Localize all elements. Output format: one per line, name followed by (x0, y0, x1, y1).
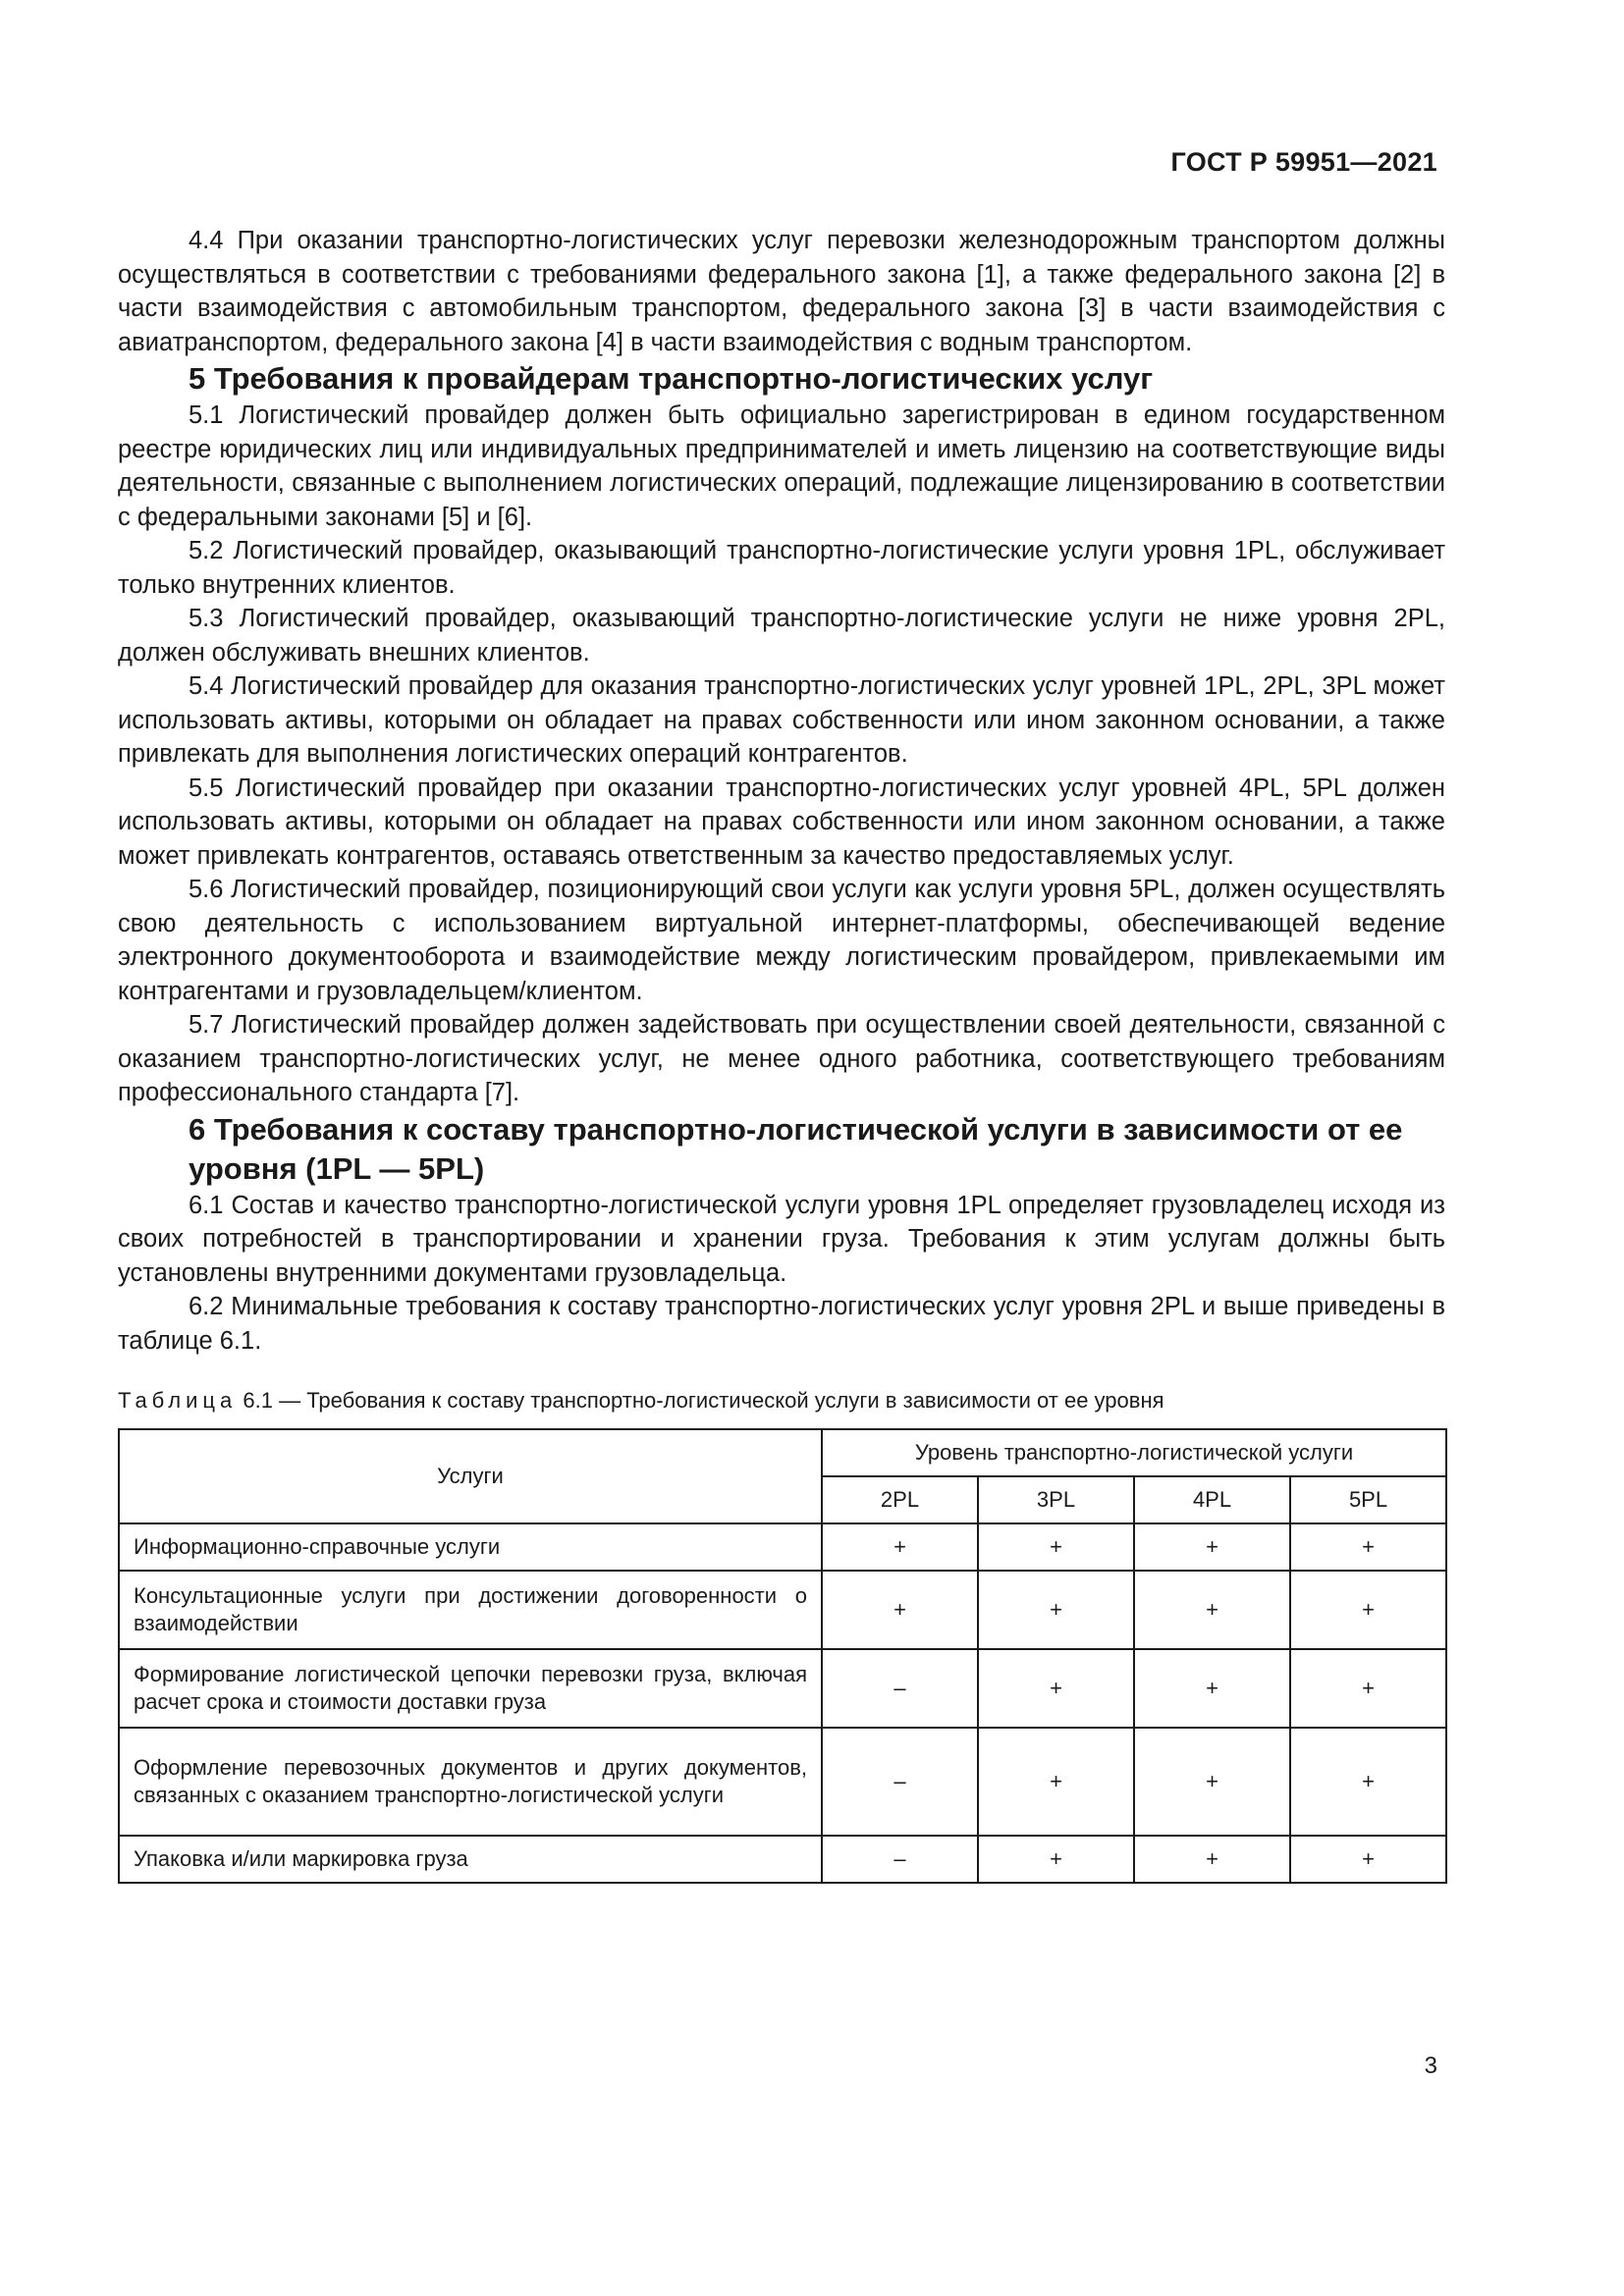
level-mark-cell: + (1134, 1571, 1290, 1649)
level-mark-cell: + (1290, 1523, 1446, 1571)
level-mark-cell: + (1290, 1728, 1446, 1836)
service-cell: Упаковка и/или маркировка груза (119, 1836, 822, 1883)
column-header-level: 4PL (1134, 1476, 1290, 1523)
table-caption-text: 6.1 — Требования к составу транспортно-логистической услуги в зависимости от ее уровня (243, 1388, 1164, 1413)
paragraph-6-2: 6.2 Минимальные требования к составу транспортно-логистических услуг уровня 2PL и выше приведены в таблице 6.1. (118, 1293, 1445, 1355)
paragraph-4-4: 4.4 При оказании транспортно-логистических услуг перевозки железнодорожным транспортом должны осуществляться в соответствии с требованиями федерального закона [1], а также федерального закона [2] в части взаимодействия с автомобильным транспортом, федерального закона [3] в части взаимодействия с авиатранспортом, федерального закона [4] в части взаимодействия с водным транспортом. (118, 227, 1445, 356)
level-mark-cell: + (1290, 1571, 1446, 1649)
table-row (119, 1649, 1446, 1728)
page-number: 3 (1424, 2053, 1437, 2079)
level-mark-cell: + (978, 1836, 1134, 1883)
level-mark-cell: + (822, 1571, 978, 1649)
table-caption-label: Таблица (118, 1388, 238, 1413)
page-content (118, 224, 1445, 1884)
section-5-heading: 5 Требования к провайдерам транспортно-логистических услуг (189, 361, 1154, 396)
requirements-table (118, 1428, 1447, 1884)
paragraph-5-6: 5.6 Логистический провайдер, позиционирующий свои услуги как услуги уровня 5PL, должен осуществлять свою деятельность с использованием виртуальной интернет-платформы, обеспечивающей ведение электронного документооборота и взаимодействие между логистическим провайдером, привлекаемыми им контрагентами и грузовладельцем/клиентом. (118, 876, 1445, 1005)
level-mark-cell: + (978, 1649, 1134, 1728)
level-mark-cell: + (822, 1523, 978, 1571)
table-row (119, 1523, 1446, 1571)
level-mark-cell: – (822, 1836, 978, 1883)
level-mark-cell: + (1134, 1836, 1290, 1883)
paragraph-5-2: 5.2 Логистический провайдер, оказывающий транспортно-логистические услуги уровня 1PL, обслуживает только внутренних клиентов. (118, 537, 1445, 599)
paragraph-6-1: 6.1 Состав и качество транспортно-логистической услуги уровня 1PL определяет грузовладелец исходя из своих потребностей в транспортировании и хранении груза. Требования к этим услугам должны быть установлены внутренними документами грузовладельца. (118, 1191, 1445, 1287)
level-mark-cell: + (978, 1571, 1134, 1649)
column-header-services: Услуги (119, 1429, 822, 1523)
level-mark-cell: + (978, 1523, 1134, 1571)
column-header-level: 2PL (822, 1476, 978, 1523)
level-mark-cell: + (978, 1728, 1134, 1836)
table-caption (118, 1387, 1445, 1415)
service-cell: Консультационные услуги при достижении договоренности о взаимодействии (119, 1571, 822, 1649)
level-mark-cell: + (1290, 1649, 1446, 1728)
service-cell: Оформление перевозочных документов и других документов, связанных с оказанием транспортно-логистической услуги (119, 1728, 822, 1836)
standard-code-header: ГОСТ Р 59951—2021 (1170, 147, 1437, 177)
paragraph-5-4: 5.4 Логистический провайдер для оказания транспортно-логистических услуг уровней 1PL, 2PL, 3PL может использовать активы, которыми он обладает на правах собственности или ином законном основании, а также привлекать для выполнения логистических операций контрагентов. (118, 672, 1445, 768)
column-header-level: 3PL (978, 1476, 1134, 1523)
paragraph-5-7: 5.7 Логистический провайдер должен задействовать при осуществлении своей деятельности, связанной с оказанием транспортно-логистических услуг, не менее одного работника, соответствующего требованиям профессионального стандарта [7]. (118, 1011, 1445, 1106)
level-mark-cell: – (822, 1728, 978, 1836)
section-6-heading: 6 Требования к составу транспортно-логистической услуги в зависимости от ее уровня (1PL — 5PL) (189, 1111, 1403, 1186)
service-cell: Информационно-справочные услуги (119, 1523, 822, 1571)
table-row (119, 1571, 1446, 1649)
table-header-row-1 (119, 1429, 1446, 1476)
level-mark-cell: – (822, 1649, 978, 1728)
level-mark-cell: + (1134, 1728, 1290, 1836)
paragraph-5-3: 5.3 Логистический провайдер, оказывающий транспортно-логистические услуги не ниже уровня 2PL, должен обслуживать внешних клиентов. (118, 605, 1445, 667)
column-header-level-group: Уровень транспортно-логистической услуги (822, 1429, 1446, 1476)
service-cell: Формирование логистической цепочки перевозки груза, включая расчет срока и стоимости доставки груза (119, 1649, 822, 1728)
level-mark-cell: + (1290, 1836, 1446, 1883)
paragraph-5-5: 5.5 Логистический провайдер при оказании транспортно-логистических услуг уровней 4PL, 5PL должен использовать активы, которыми он обладает на правах собственности или ином законном основании, а также может привлекать контрагентов, оставаясь ответственным за качество предоставляемых услуг. (118, 774, 1445, 870)
level-mark-cell: + (1134, 1649, 1290, 1728)
table-row (119, 1836, 1446, 1883)
table-row (119, 1728, 1446, 1836)
level-mark-cell: + (1134, 1523, 1290, 1571)
paragraph-5-1: 5.1 Логистический провайдер должен быть официально зарегистрирован в едином государственном реестре юридических лиц или индивидуальных предпринимателей и иметь лицензию на соответствующие виды деятельности, связанные с выполнением логистических операций, подлежащие лицензированию в соответствии с федеральными законами [5] и [6]. (118, 401, 1445, 531)
column-header-level: 5PL (1290, 1476, 1446, 1523)
